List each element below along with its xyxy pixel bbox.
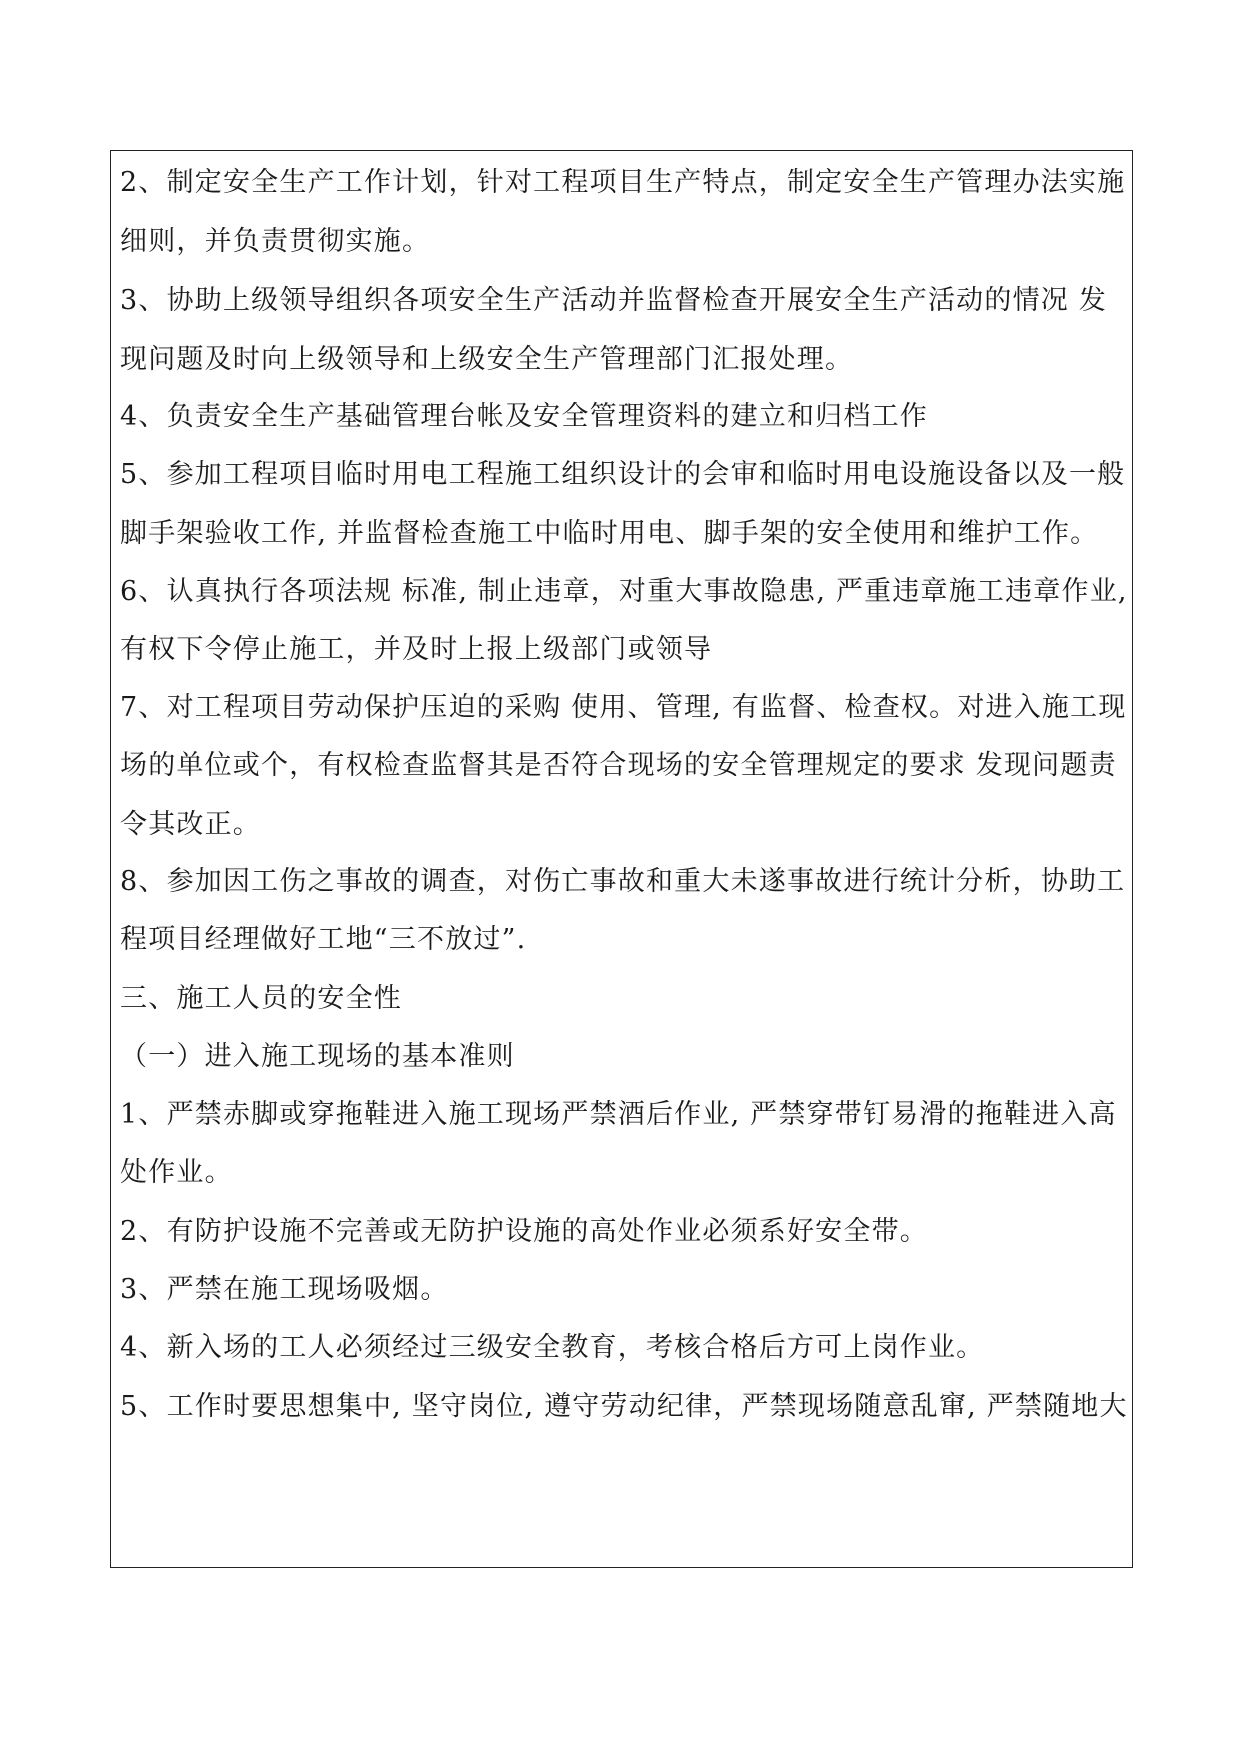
subsection-heading: （一）进入施工现场的基本准则 — [120, 1041, 515, 1072]
text-line: 脚手架验收工作, 并监督检查施工中临时用电、脚手架的安全使用和维护工作。 — [120, 518, 1099, 549]
text-line: 2、制定安全生产工作计划，针对工程项目生产特点，制定安全生产管理办法实施 — [120, 167, 1126, 198]
text-line: 4、负责安全生产基础管理台帐及安全管理资料的建立和归档工作 — [120, 401, 928, 432]
text-line: 4、新入场的工人必须经过三级安全教育，考核合格后方可上岗作业。 — [120, 1332, 985, 1363]
text-line: 程项目经理做好工地“三不放过”. — [120, 924, 527, 955]
text-line: 细则，并负责贯彻实施。 — [120, 226, 431, 257]
text-line: 6、认真执行各项法规 标准, 制止违章，对重大事故隐患, 严重违章施工违章作业, — [120, 576, 1128, 607]
text-line: 7、对工程项目劳动保护压迫的采购 使用、管理, 有监督、检查权。对进入施工现 — [120, 692, 1127, 723]
text-line: 有权下令停止施工，并及时上报上级部门或领导 — [120, 634, 713, 665]
section-heading: 三、施工人员的安全性 — [120, 983, 402, 1014]
text-line: 5、参加工程项目临时用电工程施工组织设计的会审和临时用电设施设备以及一般 — [120, 459, 1126, 490]
text-line: 3、严禁在施工现场吸烟。 — [120, 1274, 449, 1305]
text-line: 5、工作时要思想集中, 坚守岗位, 遵守劳动纪律，严禁现场随意乱窜, 严禁随地大 — [120, 1391, 1128, 1422]
text-line: 3、协助上级领导组织各项安全生产活动并监督检查开展安全生产活动的情况 发 — [120, 285, 1107, 316]
document-table-cell — [110, 150, 1133, 1568]
text-line: 8、参加因工伤之事故的调查，对伤亡事故和重大未遂事故进行统计分析，协助工 — [120, 866, 1126, 897]
text-line: 2、有防护设施不完善或无防护设施的高处作业必须系好安全带。 — [120, 1216, 928, 1247]
text-line: 处作业。 — [120, 1157, 233, 1188]
text-line: 1、严禁赤脚或穿拖鞋进入施工现场严禁酒后作业, 严禁穿带钉易滑的拖鞋进入高 — [120, 1099, 1117, 1130]
text-line: 场的单位或个，有权检查监督其是否符合现场的安全管理规定的要求 发现问题责 — [120, 750, 1117, 781]
text-line: 现问题及时向上级领导和上级安全生产管理部门汇报处理。 — [120, 344, 854, 375]
text-line: 令其改正。 — [120, 809, 261, 840]
